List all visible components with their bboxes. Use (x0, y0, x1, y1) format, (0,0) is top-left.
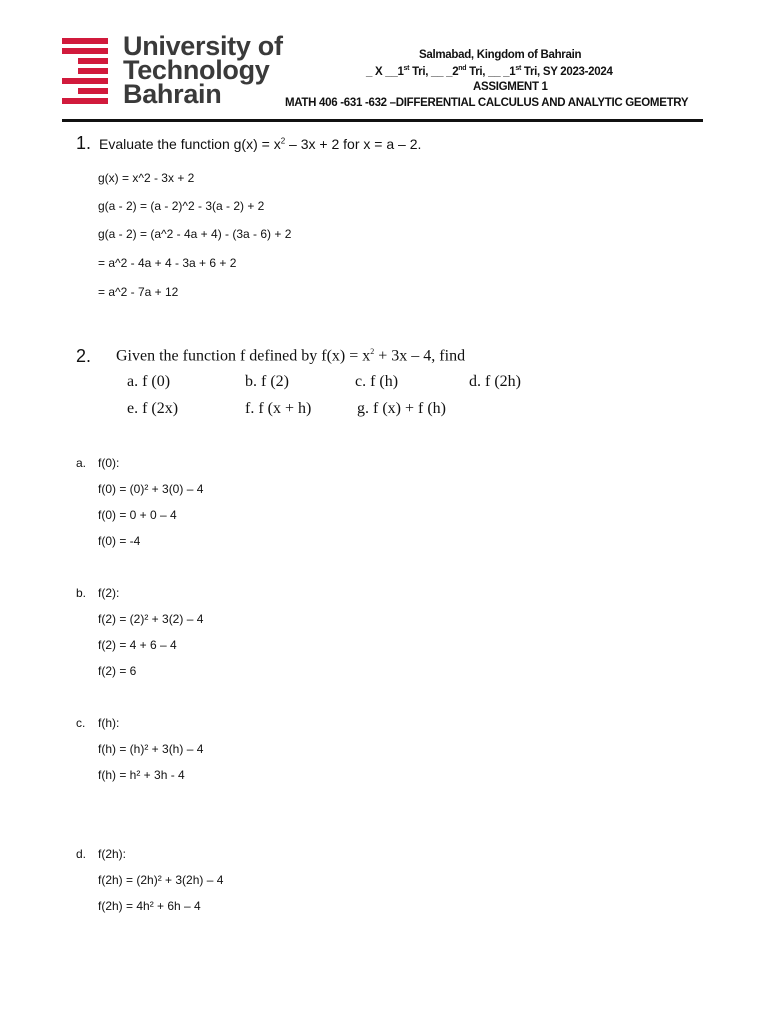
university-logo-mark (62, 38, 108, 104)
q2-option-f: f. f (x + h) (245, 400, 312, 417)
header-trimester: _ X __1st Tri, __ _2nd Tri, __ _1st Tri, SY 2023-2024 (366, 65, 613, 78)
q2-option-b: b. f (2) (245, 373, 289, 390)
answer-b-step: f(2) = 4 + 6 – 4 (98, 638, 177, 652)
university-logo-text (123, 31, 283, 109)
q1-step-4: = a^2 - 4a + 4 - 3a + 6 + 2 (98, 256, 237, 270)
header-course: MATH 406 -631 -632 –DIFFERENTIAL CALCULUS AND ANALYTIC GEOMETRY (285, 97, 689, 109)
q2-option-c: c. f (h) (355, 373, 399, 390)
answer-a-step: f(0) = 0 + 0 – 4 (98, 508, 177, 522)
answer-c-label: c. (76, 716, 86, 730)
answer-d-heading: f(2h): (98, 847, 127, 861)
q2-option-a: a. f (0) (127, 373, 171, 390)
answer-d-step: f(2h) = 4h² + 6h – 4 (98, 899, 201, 913)
q1-step-2: g(a - 2) = (a - 2)^2 - 3(a - 2) + 2 (98, 199, 265, 213)
q2-option-d: d. f (2h) (469, 373, 521, 390)
answer-b-step: f(2) = (2)² + 3(2) – 4 (98, 612, 204, 626)
answer-d-step: f(2h) = (2h)² + 3(2h) – 4 (98, 873, 224, 887)
q2-option-e: e. f (2x) (127, 400, 179, 417)
header-location: Salmabad, Kingdom of Bahrain (419, 49, 582, 61)
logo-line-1: University of (123, 31, 283, 61)
question-2-number: 2. (76, 346, 92, 366)
answer-b-step: f(2) = 6 (98, 664, 137, 678)
answer-b-heading: f(2): (98, 586, 120, 600)
q1-step-3: g(a - 2) = (a^2 - 4a + 4) - (3a - 6) + 2 (98, 227, 292, 241)
q1-step-5: = a^2 - 7a + 12 (98, 285, 179, 299)
answer-a-label: a. (76, 456, 87, 470)
logo-line-2: Technology (123, 55, 270, 85)
q1-step-1: g(x) = x^2 - 3x + 2 (98, 171, 195, 185)
answer-c-step: f(h) = h² + 3h - 4 (98, 768, 185, 782)
header-assignment: ASSIGMENT 1 (473, 81, 548, 93)
answer-b-label: b. (76, 586, 87, 600)
answer-c-heading: f(h): (98, 716, 120, 730)
answer-c-step: f(h) = (h)² + 3(h) – 4 (98, 742, 204, 756)
q2-option-g: g. f (x) + f (h) (357, 400, 446, 417)
question-1-prompt: Evaluate the function $g(x) = x^2 - 3x + 2$ for x = a – 2. (99, 136, 422, 152)
header-divider (62, 119, 703, 122)
answer-a-heading: f(0): (98, 456, 120, 470)
question-1-number: 1. (76, 133, 92, 153)
answer-a-step: f(0) = (0)² + 3(0) – 4 (98, 482, 204, 496)
answer-d-label: d. (76, 847, 87, 861)
question-2-prompt: Given the function f defined by $f(x) = x^2 + 3x - 4$, find (116, 347, 466, 365)
logo-line-3: Bahrain (123, 79, 222, 109)
answer-a-step: f(0) = -4 (98, 534, 141, 548)
